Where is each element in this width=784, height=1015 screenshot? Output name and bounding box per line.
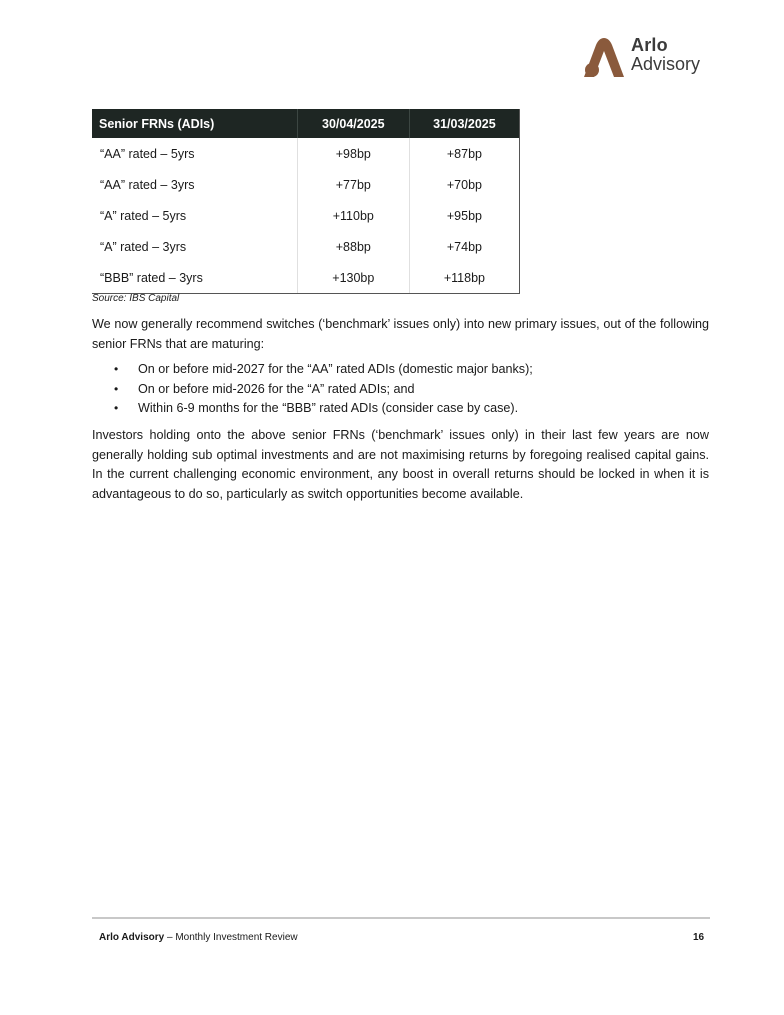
table-row: [92, 200, 520, 231]
table-cell: +88bp: [297, 231, 409, 262]
footer-separator: –: [164, 932, 176, 943]
table-cell: +130bp: [297, 262, 409, 294]
footer-title: Monthly Investment Review: [175, 932, 298, 943]
list-item-text: On or before mid-2027 for the “AA” rated ADIs (domestic major banks);: [138, 362, 533, 376]
list-item: [92, 360, 709, 380]
bullet-icon: •: [114, 362, 119, 376]
list-item: [92, 380, 709, 400]
table-cell: +87bp: [409, 138, 519, 169]
recommendation-paragraph: We now generally recommend switches (‘benchmark’ issues only) into new primary issues, out of the following senior FRNs that are maturing:: [92, 317, 709, 351]
senior-frn-spreads-table: [92, 109, 520, 294]
table-header-row: [92, 109, 520, 138]
bullet-icon: •: [114, 401, 119, 415]
table-cell: +70bp: [409, 169, 519, 200]
table-cell: +98bp: [297, 138, 409, 169]
table-cell: “AA” rated – 3yrs: [100, 177, 195, 192]
table-header-cell: 30/04/2025: [297, 109, 409, 138]
logo-wordmark-advisory: Advisory: [631, 54, 701, 74]
list-item-text: On or before mid-2026 for the “A” rated ADIs; and: [138, 381, 415, 396]
footer-divider: [92, 917, 710, 919]
page-number: 16: [693, 932, 705, 943]
table-header-cell: 31/03/2025: [409, 109, 519, 138]
maturity-bullet-list: [92, 360, 709, 419]
footer-brand: Arlo Advisory: [99, 932, 165, 943]
bullet-icon: •: [114, 381, 119, 396]
table-row: [92, 231, 520, 262]
table-header-cell: Senior FRNs (ADIs): [92, 109, 297, 138]
table-cell: “A” rated – 3yrs: [100, 239, 187, 254]
table-cell: “AA” rated – 5yrs: [100, 146, 195, 161]
investor-advice-paragraph: Investors holding onto the above senior FRNs (‘benchmark’ issues only) in their last few years are now generally holding sub optimal investments and are not maximising returns by foregoing realised capital gains. In the current challenging economic environment, any boost in overall returns should be locked in when it is advantageous to do so, particularly as switch opportunities become available.: [92, 428, 709, 501]
table-cell: “BBB” rated – 3yrs: [92, 262, 297, 294]
table-cell: +77bp: [297, 169, 409, 200]
table-cell: +118bp: [409, 262, 519, 294]
table-row: [92, 262, 520, 294]
table-row: [92, 169, 520, 200]
table-source-note: Source: IBS Capital: [92, 293, 180, 304]
logo-wordmark-arlo: Arlo: [631, 35, 668, 55]
list-item-text: Within 6-9 months for the “BBB” rated ADIs (consider case by case).: [138, 401, 519, 415]
table-row: [92, 138, 520, 169]
table-cell: “A” rated – 5yrs: [100, 208, 187, 223]
arlo-advisory-logo: [582, 36, 712, 80]
table-cell: +74bp: [409, 231, 519, 262]
table-cell: +110bp: [297, 200, 409, 231]
footer-document-title: [99, 932, 298, 943]
list-item: [92, 399, 709, 419]
table-cell: +95bp: [409, 200, 519, 231]
arlo-logo-mark-icon: [582, 37, 626, 79]
